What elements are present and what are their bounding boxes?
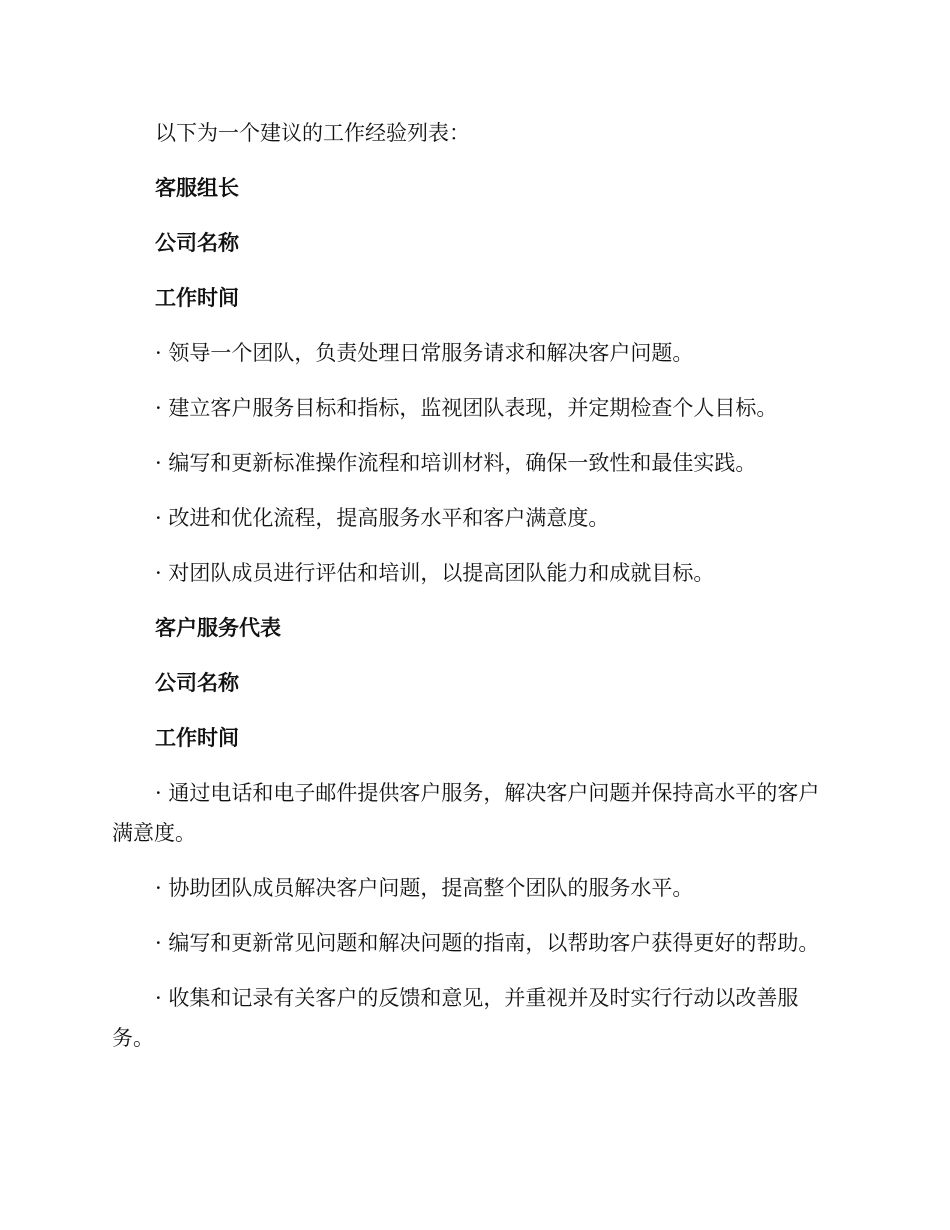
job1-duty-5: · 对团队成员进行评估和培训，以提高团队能力和成就目标。 [155, 561, 715, 585]
job1-duty-3: · 编写和更新标准操作流程和培训材料，确保一致性和最佳实践。 [155, 451, 757, 475]
job1-duty-1: · 领导一个团队，负责处理日常服务请求和解决客户问题。 [155, 341, 694, 365]
job2-duty-1: · 通过电话和电子邮件提供客户服务，解决客户问题并保持高水平的客户满意度。 [112, 781, 820, 845]
job2-title: 客户服务代表 [155, 616, 281, 640]
job2-duty-2: · 协助团队成员解决客户问题，提高整个团队的服务水平。 [155, 876, 694, 900]
job2-company: 公司名称 [155, 671, 239, 695]
job1-period: 工作时间 [155, 286, 239, 310]
job2-duty-4: · 收集和记录有关客户的反馈和意见，并重视并及时实行行动以改善服务。 [112, 986, 799, 1050]
intro-text: 以下为一个建议的工作经验列表： [155, 121, 470, 145]
job1-company: 公司名称 [155, 231, 239, 255]
job1-duty-2: · 建立客户服务目标和指标，监视团队表现，并定期检查个人目标。 [155, 396, 778, 420]
job2-period: 工作时间 [155, 726, 239, 750]
job1-title: 客服组长 [155, 176, 239, 200]
job2-duty-3: · 编写和更新常见问题和解决问题的指南，以帮助客户获得更好的帮助。 [155, 931, 820, 955]
job1-duty-4: · 改进和优化流程，提高服务水平和客户满意度。 [155, 506, 610, 530]
